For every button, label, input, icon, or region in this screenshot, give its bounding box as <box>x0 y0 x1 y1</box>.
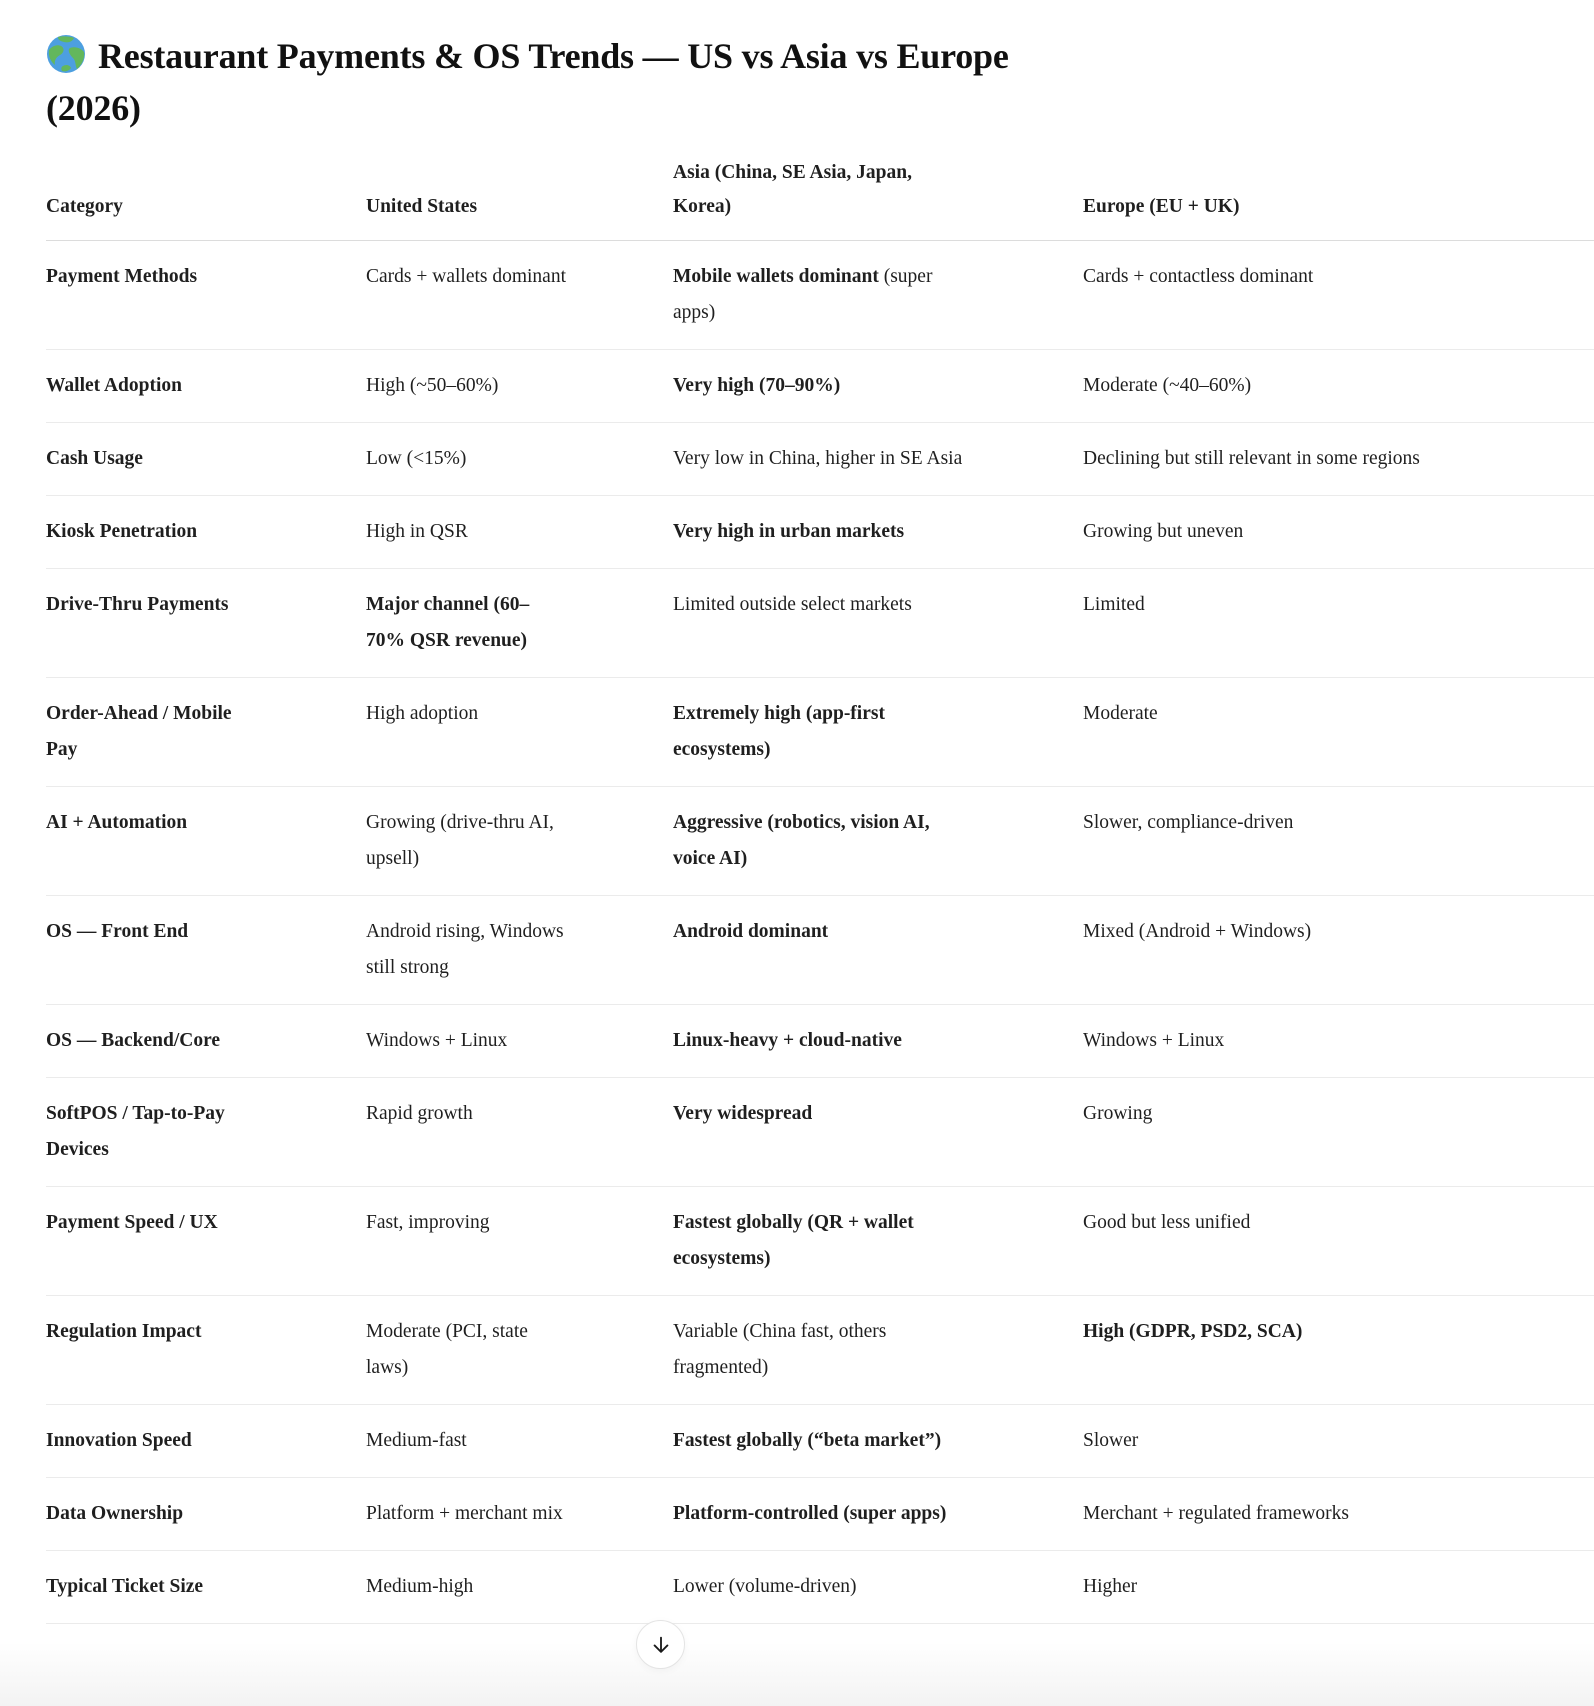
cell-category <box>46 514 366 550</box>
table-header-row <box>46 156 1594 241</box>
row-category-label: Order-Ahead / Mobile Pay <box>46 703 232 761</box>
cell-united-states <box>366 1569 673 1605</box>
cell-asia <box>673 1569 1083 1605</box>
cell-category <box>46 1314 366 1350</box>
column-header-category: Category <box>46 196 123 218</box>
cell-category <box>46 1023 366 1059</box>
column-header-europe: Europe (EU + UK) <box>1083 196 1240 218</box>
cell-united-states <box>366 1023 673 1059</box>
cell-asia <box>673 805 1083 877</box>
table-row <box>46 1405 1594 1478</box>
column-header-united-states: United States <box>366 196 478 218</box>
cell-us-text: Fast, improving <box>366 1212 490 1234</box>
table-row <box>46 896 1594 1005</box>
cell-united-states <box>366 1205 673 1241</box>
cell-us-bold-text: Major channel (60–70% QSR revenue) <box>366 594 530 652</box>
row-category-label: OS — Backend/Core <box>46 1030 221 1052</box>
cell-united-states <box>366 914 673 986</box>
cell-europe <box>1083 1314 1471 1350</box>
cell-category <box>46 441 366 477</box>
cell-europe-text: Higher <box>1083 1576 1138 1598</box>
cell-europe <box>1083 1569 1471 1605</box>
cell-asia-bold-text: Linux-heavy + cloud-native <box>673 1030 902 1052</box>
row-category-label: Innovation Speed <box>46 1430 192 1452</box>
cell-europe-text: Moderate (~40–60%) <box>1083 375 1252 397</box>
cell-asia <box>673 514 1083 550</box>
cell-asia <box>673 696 1083 768</box>
cell-europe-text: Good but less unified <box>1083 1212 1251 1234</box>
row-category-label: Regulation Impact <box>46 1321 202 1343</box>
table-row <box>46 569 1594 678</box>
table-row <box>46 1005 1594 1078</box>
row-category-label: AI + Automation <box>46 812 188 834</box>
cell-europe-text: Growing but uneven <box>1083 521 1244 543</box>
cell-asia-bold-text: Very high in urban markets <box>673 521 905 543</box>
cell-europe <box>1083 368 1471 404</box>
cell-us-text: Medium-high <box>366 1576 474 1598</box>
table-row <box>46 241 1594 350</box>
cell-asia-bold-text: Extremely high (app-first ecosystems) <box>673 703 885 761</box>
cell-europe-bold-text: High (GDPR, PSD2, SCA) <box>1083 1321 1303 1343</box>
cell-united-states <box>366 259 673 295</box>
row-category-label: OS — Front End <box>46 921 189 943</box>
cell-united-states <box>366 587 673 659</box>
cell-europe-text: Windows + Linux <box>1083 1030 1225 1052</box>
cell-asia-bold-text: Fastest globally (QR + wallet ecosystems) <box>673 1212 914 1270</box>
cell-asia-text: (super apps) <box>673 266 933 324</box>
cell-category <box>46 368 366 404</box>
cell-asia-bold-text: Very widespread <box>673 1103 813 1125</box>
cell-us-text: Windows + Linux <box>366 1030 508 1052</box>
table-row <box>46 787 1594 896</box>
cell-asia-text: Variable (China fast, others fragmented) <box>673 1321 887 1379</box>
cell-europe-text: Mixed (Android + Windows) <box>1083 921 1312 943</box>
table-row <box>46 423 1594 496</box>
cell-us-text: Low (<15%) <box>366 448 467 470</box>
cell-category <box>46 259 366 295</box>
cell-europe-text: Merchant + regulated frameworks <box>1083 1503 1350 1525</box>
cell-united-states <box>366 696 673 732</box>
table-row <box>46 1478 1594 1551</box>
globe-emoji-icon <box>46 34 86 74</box>
page-title-text: Restaurant Payments & OS Trends — US vs Asia vs Europe (2026) <box>46 36 1009 129</box>
cell-europe-text: Slower <box>1083 1430 1139 1452</box>
table-row <box>46 1551 1594 1624</box>
cell-europe <box>1083 1096 1471 1132</box>
cell-asia <box>673 441 1083 477</box>
row-category-label: Data Ownership <box>46 1503 184 1525</box>
table-row <box>46 1187 1594 1296</box>
cell-asia-bold-text: Platform-controlled (super apps) <box>673 1503 947 1525</box>
cell-asia <box>673 368 1083 404</box>
scroll-to-bottom-button[interactable] <box>636 1620 685 1669</box>
table-row <box>46 496 1594 569</box>
table-row <box>46 1296 1594 1405</box>
cell-category <box>46 1569 366 1605</box>
table-row <box>46 1078 1594 1187</box>
cell-europe-text: Cards + contactless dominant <box>1083 266 1314 288</box>
cell-us-text: Medium-fast <box>366 1430 467 1452</box>
row-category-label: Wallet Adoption <box>46 375 182 397</box>
cell-us-text: High (~50–60%) <box>366 375 499 397</box>
cell-asia <box>673 1423 1083 1459</box>
cell-us-text: Android rising, Windows still strong <box>366 921 564 979</box>
row-category-label: Kiosk Penetration <box>46 521 198 543</box>
cell-category <box>46 1496 366 1532</box>
cell-europe <box>1083 259 1471 295</box>
row-category-label: SoftPOS / Tap-to-Pay Devices <box>46 1103 225 1161</box>
cell-europe <box>1083 1496 1471 1532</box>
cell-asia <box>673 587 1083 623</box>
cell-us-text: Platform + merchant mix <box>366 1503 563 1525</box>
cell-europe <box>1083 587 1471 623</box>
bottom-fade <box>0 1642 1594 1706</box>
cell-asia-text: Very low in China, higher in SE Asia <box>673 448 963 470</box>
cell-united-states <box>366 1423 673 1459</box>
cell-europe <box>1083 805 1471 841</box>
cell-united-states <box>366 1496 673 1532</box>
row-category-label: Cash Usage <box>46 448 143 470</box>
cell-us-text: Rapid growth <box>366 1103 473 1125</box>
cell-category <box>46 914 366 950</box>
table-row <box>46 678 1594 787</box>
row-category-label: Typical Ticket Size <box>46 1576 204 1598</box>
cell-europe-text: Limited <box>1083 594 1145 616</box>
cell-europe <box>1083 1423 1471 1459</box>
cell-europe <box>1083 514 1471 550</box>
cell-europe <box>1083 1023 1471 1059</box>
cell-asia-bold-text: Very high (70–90%) <box>673 375 841 397</box>
cell-europe <box>1083 914 1471 950</box>
cell-united-states <box>366 441 673 477</box>
cell-europe-text: Declining but still relevant in some regions <box>1083 448 1420 470</box>
cell-us-text: Moderate (PCI, state laws) <box>366 1321 528 1379</box>
cell-united-states <box>366 514 673 550</box>
cell-asia <box>673 1096 1083 1132</box>
cell-asia <box>673 1205 1083 1277</box>
cell-us-text: Cards + wallets dominant <box>366 266 567 288</box>
cell-europe <box>1083 441 1471 477</box>
cell-united-states <box>366 368 673 404</box>
cell-asia <box>673 1496 1083 1532</box>
cell-asia <box>673 914 1083 950</box>
cell-category <box>46 1205 366 1241</box>
cell-us-text: High adoption <box>366 703 479 725</box>
row-category-label: Drive-Thru Payments <box>46 594 229 616</box>
cell-europe <box>1083 1205 1471 1241</box>
cell-us-text: High in QSR <box>366 521 468 543</box>
cell-europe-text: Growing <box>1083 1103 1153 1125</box>
cell-united-states <box>366 1314 673 1386</box>
cell-united-states <box>366 805 673 877</box>
cell-asia-bold-text: Fastest globally (“beta market”) <box>673 1430 942 1452</box>
comparison-table-body <box>46 241 1594 1624</box>
cell-asia <box>673 1023 1083 1059</box>
table-row <box>46 350 1594 423</box>
cell-europe-text: Slower, compliance-driven <box>1083 812 1294 834</box>
cell-asia-text: Limited outside select markets <box>673 594 912 616</box>
cell-category <box>46 805 366 841</box>
cell-asia <box>673 1314 1083 1386</box>
cell-category <box>46 1423 366 1459</box>
cell-category <box>46 696 366 768</box>
row-category-label: Payment Methods <box>46 266 198 288</box>
page-title <box>46 30 1086 134</box>
cell-europe <box>1083 696 1471 732</box>
cell-us-text: Growing (drive-thru AI, upsell) <box>366 812 554 870</box>
cell-category <box>46 1096 366 1168</box>
cell-asia <box>673 259 1083 331</box>
cell-europe-text: Moderate <box>1083 703 1158 725</box>
cell-asia-bold-text: Aggressive (robotics, vision AI, voice AI) <box>673 812 930 870</box>
row-category-label: Payment Speed / UX <box>46 1212 218 1234</box>
down-arrow-icon <box>650 1634 672 1656</box>
cell-united-states <box>366 1096 673 1132</box>
cell-asia-bold-text: Android dominant <box>673 921 829 943</box>
column-header-asia: Asia (China, SE Asia, Japan, Korea) <box>673 162 912 218</box>
cell-asia-text: Lower (volume-driven) <box>673 1576 857 1598</box>
cell-asia-bold-text: Mobile wallets dominant <box>673 266 879 288</box>
cell-category <box>46 587 366 623</box>
